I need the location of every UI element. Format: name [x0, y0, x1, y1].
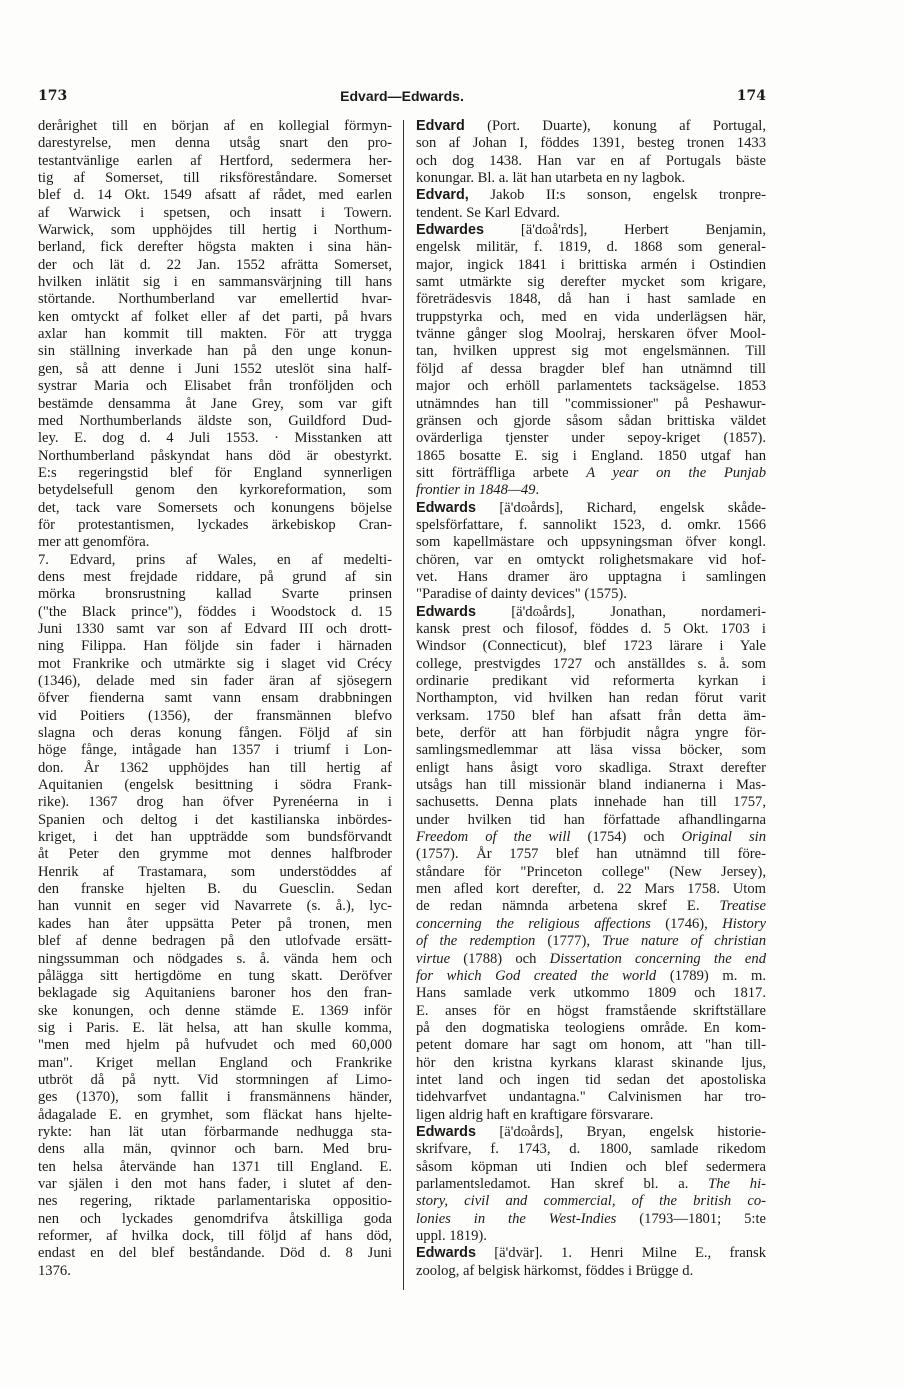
- text-line: dens mest frejdade riddare, på grund af sin: [38, 568, 392, 585]
- text-line: Northumberland påskyndat hans död är obestyrkt.: [38, 447, 392, 464]
- text-segment: ovärderliga tjenster under sepoy-kriget (1857).: [416, 430, 766, 447]
- text-segment: "Paradise of dainty devices" (1575).: [416, 586, 627, 603]
- text-segment: enligt hans åsigt voro skadliga. Straxt derefter: [416, 759, 766, 776]
- text-line: [416, 638, 766, 655]
- italic-title: of the redemption: [416, 933, 536, 950]
- text-line: för protestantismen, lyckades ärkebiskop Cran-: [38, 516, 392, 533]
- text-line: Juni 1330 samt var son af Edvard III och drott-: [38, 620, 392, 637]
- text-segment: [ä'dɷårds], Jonathan, nordameri-: [475, 603, 766, 620]
- entry-first-line: [416, 187, 766, 204]
- text-segment: på den dogmatiska teologiens område. En kom-: [416, 1019, 766, 1036]
- italic-title: story, civil and commercial, of the british co-: [416, 1193, 766, 1210]
- text-segment: Hans samlade verk utkommo 1809 och 1817.: [416, 985, 766, 1002]
- text-line: [416, 898, 766, 915]
- text-line: slagna och deras konung fången. Följd af sin: [38, 725, 392, 742]
- text-segment: verksam. 1750 blef han afsatt från detta äm-: [416, 707, 766, 724]
- text-line: [416, 413, 766, 430]
- text-segment: tvänne gånger slog Moolraj, herskaren öfver Mool-: [416, 326, 766, 343]
- text-segment: (1757). År 1757 blef han utnämnd till före-: [416, 846, 766, 863]
- text-line: [416, 517, 766, 534]
- italic-title: Freedom of the will: [416, 829, 571, 846]
- text-line: 7. Edvard, prins af Wales, en af medelti-: [38, 551, 392, 568]
- text-segment: (1788) och: [450, 950, 550, 967]
- text-line: der och lät d. 22 Jan. 1552 afrätta Somerset,: [38, 256, 392, 273]
- running-head-title: Edvard—Edwards.: [340, 88, 464, 104]
- text-line: med Northumberlands äldste son, Guildford Dud-: [38, 412, 392, 429]
- text-line: sig i Paris. E. lät helsa, att han skulle komma,: [38, 1019, 392, 1036]
- text-line: berland, fick derefter högsta makten i sina hän-: [38, 239, 392, 256]
- text-line: ley. E. dog d. 4 Juli 1553. · Misstanken att: [38, 430, 392, 447]
- column-divider: [403, 120, 404, 1290]
- text-line: Aquitanien (engelsk besittning i södra Frank-: [38, 777, 392, 794]
- text-line: [416, 1159, 766, 1176]
- text-line: (1346), delade med sin fader äran af sjösegern: [38, 673, 392, 689]
- text-line: [416, 690, 766, 707]
- right-page-number: 174: [736, 88, 766, 104]
- text-line: [416, 396, 766, 413]
- text-line: [416, 309, 766, 326]
- text-segment: men afled kort derefter, d. 22 Mars 1758. Utom: [416, 881, 766, 898]
- italic-title: Dissertation concerning the end: [549, 950, 766, 967]
- entry-headword: Edwards: [416, 1123, 476, 1140]
- entry-first-line: [416, 118, 766, 135]
- text-segment: [ä'dvär]. 1. Henri Milne E., fransk: [475, 1245, 766, 1262]
- left-page-number: 173: [38, 88, 68, 104]
- text-line: [416, 291, 766, 308]
- text-line: kades han åter uppsätta Peter på tronen, men: [38, 915, 392, 932]
- text-line: var själen i den mot hans fader, i slutet af den-: [38, 1175, 392, 1192]
- text-line: [416, 448, 766, 465]
- text-line: tig af Somerset, till riksföreståndare. Somerset: [38, 170, 392, 187]
- text-line: testantvänlige earlen af Hertford, sedermera her-: [38, 152, 392, 169]
- text-line: mer att genomföra.: [38, 534, 150, 551]
- text-line: reformer, af hvilka dock, till följd af hans död,: [38, 1228, 392, 1244]
- text-segment: chören, var en omtyckt rolighetsmakare vid hof-: [416, 551, 766, 568]
- text-line: [416, 1089, 766, 1106]
- text-segment: följd af dessa bragder blef han utnämnd till: [416, 360, 766, 377]
- text-segment: (1746),: [650, 915, 723, 932]
- text-line: blef af denne bedragen på den utlofvade ersätt-: [38, 933, 392, 950]
- text-segment: Northampton, vid hvilken han redan förut varit: [416, 690, 766, 707]
- text-line: ådagalade E. en grymhet, som fläckat hans hjelte-: [38, 1106, 392, 1123]
- italic-title: virtue: [416, 950, 451, 967]
- text-line: [416, 621, 766, 638]
- text-segment: truppstyrka och, med en vida underlägsen här,: [416, 308, 766, 325]
- text-segment: parlamentsledamot. Han skref bl. a.: [416, 1175, 709, 1192]
- text-line: åt Peter den grymme mot dennes halfbroder: [38, 846, 392, 863]
- text-line: [416, 343, 766, 360]
- text-line: [416, 430, 766, 447]
- text-line: [416, 1228, 766, 1245]
- italic-title: frontier in 1848—49: [416, 482, 536, 499]
- text-segment: (1789) m. m.: [656, 967, 766, 984]
- text-segment: kansk prest och filosof, föddes d. 5 Okt. 1703 i: [416, 620, 766, 637]
- text-line: [416, 1211, 766, 1228]
- text-line: [416, 1193, 766, 1210]
- text-segment: Windsor (Connecticut), blef 1723 lärare i Yale: [416, 638, 766, 655]
- text-line: [416, 361, 766, 378]
- entry-headword: Edwards: [416, 603, 476, 620]
- text-line: [416, 985, 766, 1002]
- italic-title: Treatise: [719, 898, 766, 915]
- italic-title: lonies in the West-Indies: [416, 1210, 617, 1227]
- text-line: mot Frankrike och utmärkte sig i slaget vid Crécy: [38, 655, 392, 672]
- text-line: [416, 1037, 766, 1054]
- text-line: utbröt då på nytt. Vid stormningen af Limo-: [38, 1071, 392, 1088]
- right-column: [416, 118, 766, 1280]
- left-column: [38, 118, 392, 1280]
- text-line: [416, 153, 766, 170]
- text-segment: som kapellmästare och uppsyningsman öfver kongl.: [416, 534, 766, 551]
- text-segment: utnämndes han till "commissioner" på Peshawur-: [416, 395, 766, 412]
- text-segment: college, prestvigdes 1727 och anställdes s. å. som: [416, 655, 766, 672]
- text-line: [416, 829, 766, 846]
- text-segment: son af Johan I, föddes 1391, besteg tronen 1433: [416, 135, 766, 152]
- text-segment: konungar. Bl. a. lät han utarbeta en ny lagbok.: [416, 170, 686, 187]
- text-line: Henrik af Trastamara, som understöddes af: [38, 863, 392, 880]
- text-line: rike). 1367 drog han öfver Pyrenéerna in i: [38, 794, 392, 811]
- italic-title: History: [722, 915, 766, 932]
- page-header: [38, 88, 766, 110]
- text-line: [416, 586, 766, 603]
- text-line: [416, 569, 766, 586]
- italic-title: A year on the Punjab: [586, 464, 766, 481]
- text-segment: ståndare för "Princeton college" (New Jersey),: [416, 863, 766, 880]
- text-line: ske konungen, och denne stämde E. 1369 inför: [38, 1002, 392, 1019]
- text-line: [416, 257, 766, 274]
- text-line: [416, 951, 766, 968]
- text-line: axlar han kommit till makten. För att trygga: [38, 326, 392, 343]
- text-line: betydelsefull genom den kyrkoreformation, som: [38, 482, 392, 499]
- text-line: [416, 673, 766, 690]
- text-line: [416, 760, 766, 777]
- text-line: [416, 725, 766, 742]
- text-line: "men med hjelm på hufvudet och med 60,000: [38, 1037, 392, 1054]
- text-segment: major och erhöll parlamentets tacksägelse. 1853: [416, 378, 766, 395]
- text-line: E:s regeringstid blef för England synnerligen: [38, 464, 392, 481]
- text-segment: sachusetts. Denna plats innehade han till 1757,: [416, 794, 766, 811]
- text-line: 1376.: [38, 1262, 71, 1279]
- entry-headword: Edwards: [416, 1245, 476, 1262]
- text-line: [416, 326, 766, 343]
- text-line: kriget, i det han uppträdde som bundsförvandt: [38, 829, 392, 846]
- text-segment: petent domare har sagt om honom, att "han till-: [416, 1037, 766, 1054]
- italic-title: concerning the religious affections: [416, 915, 651, 932]
- entry-first-line: [416, 1245, 766, 1262]
- text-segment: 1865 bosatte E. sig i England. 1850 utgaf han: [416, 447, 766, 464]
- text-segment: ordinarie predikant vid reformerta kyrkan i: [416, 673, 766, 689]
- text-segment: företrädesvis 1848, då han i hast samlade en: [416, 291, 766, 308]
- text-line: [416, 465, 766, 482]
- text-line: ("the Black prince"), föddes i Woodstock d. 15: [38, 603, 392, 620]
- text-line: [416, 239, 766, 256]
- text-line: gen, så att denne i Juni 1552 uteslöt sina half-: [38, 360, 392, 377]
- text-line: ges (1370), som fallit i fransmännens händer,: [38, 1089, 392, 1106]
- text-line: beklagade sig Aquitaniens baroner hos den fran-: [38, 985, 392, 1002]
- italic-title: The hi-: [708, 1175, 766, 1192]
- text-line: [416, 777, 766, 794]
- text-line: af Warwick i spetsen, och insatt i Towern.: [38, 204, 392, 221]
- text-line: höge fånge, intågade han 1357 i triumf i Lon-: [38, 742, 392, 759]
- text-line: sin ställning inverkade han på den unge konun-: [38, 343, 392, 360]
- text-segment: och dog 1438. Han var en af Portugals bäste: [416, 152, 766, 169]
- text-segment: sitt förträffliga arbete: [416, 464, 587, 481]
- text-line: [416, 1055, 766, 1072]
- text-line: [416, 846, 766, 863]
- text-segment: samt utmärkte sig derefter mycket som krigare,: [416, 274, 766, 291]
- italic-title: for which God created the world: [416, 967, 657, 984]
- text-segment: [ä'dɷårds], Richard, engelsk skåde-: [475, 499, 766, 516]
- text-segment: vet. Hans dramer äro upptagna i samlingen: [416, 568, 766, 585]
- italic-title: True nature of christian: [602, 933, 766, 950]
- text-line: Warwick, som upphöjdes till hertig i Northum-: [38, 222, 392, 239]
- text-segment: intet land och ingen tid sedan det apostoliska: [416, 1071, 766, 1088]
- text-line: pålägga sitt hertigdöme en tung skatt. Deröfver: [38, 967, 392, 984]
- entry-headword: Edvard,: [416, 187, 469, 204]
- text-line: Spanien och deltog i det kastilianska inbördes-: [38, 811, 392, 828]
- text-line: ning Filippa. Han följde sin fader i härnaden: [38, 638, 392, 655]
- text-line: bestämde densamma åt Jane Grey, som var gift: [38, 395, 392, 412]
- text-line: mörka bronsrustning kallad Svarte prinsen: [38, 586, 392, 603]
- text-segment: samlingsmedlemmar att läsa vissa böcker, som: [416, 742, 766, 759]
- text-segment: (Port. Duarte), konung af Portugal,: [464, 118, 766, 134]
- entry-first-line: [416, 604, 766, 621]
- text-line: [416, 1003, 766, 1020]
- text-segment: såsom köpman uti Indien och blef sedermera: [416, 1158, 766, 1175]
- text-line: [416, 933, 766, 950]
- text-segment: E. anses för en högst framstående skriftställare: [416, 1002, 766, 1019]
- text-line: störtande. Northumberland var emellertid hvar-: [38, 291, 392, 308]
- text-segment: bete, derför att han förbjudit några yngre för-: [416, 725, 766, 742]
- text-line: hvilken inlätit sig i en sammansvärjning till hans: [38, 274, 392, 291]
- text-segment: de redan nämnda arbetena skref E.: [416, 898, 720, 915]
- text-line: [416, 812, 766, 829]
- text-line: [416, 742, 766, 759]
- entry-first-line: [416, 222, 766, 239]
- text-segment: (1793—1801; 5:te: [616, 1210, 766, 1227]
- text-line: han vunnit en seger vid Navarrete (s. å.), lyc-: [38, 898, 392, 915]
- text-line: systrar Maria och Elisabet från tronföljden och: [38, 378, 392, 395]
- text-line: [416, 170, 766, 187]
- text-line: blef d. 14 Okt. 1549 afsatt af rådet, med earlen: [38, 187, 392, 204]
- text-line: [416, 378, 766, 395]
- text-line: ken omtyckt af folket eller af det parti, på hvars: [38, 308, 392, 325]
- text-segment: tan, hvilken upprest sig mot engelsmännen. Till: [416, 343, 766, 360]
- text-line: den franske hjelten B. du Guesclin. Sedan: [38, 881, 392, 898]
- text-segment: uppl. 1819).: [416, 1228, 487, 1244]
- entry-headword: Edwards: [416, 499, 476, 516]
- text-line: darestyrelse, men denna utsåg snart den pro-: [38, 135, 392, 152]
- text-line: [416, 968, 766, 985]
- text-segment: (1777),: [535, 933, 603, 950]
- text-line: dens alla män, qvinnor och barn. Med bru-: [38, 1141, 392, 1158]
- text-line: rykte: han lät utan förbarmande nedhugga sta-: [38, 1123, 392, 1140]
- entry-first-line: [416, 500, 766, 517]
- text-segment: .: [535, 482, 540, 499]
- text-line: [416, 205, 766, 222]
- text-line: don. År 1362 upphöjdes han till hertig af: [38, 759, 392, 776]
- text-line: ningssumman och nödgades s. å. vända hem och: [38, 950, 392, 967]
- entry-first-line: [416, 1124, 766, 1141]
- text-line: [416, 1072, 766, 1089]
- text-segment: major, ingick 1841 i brittiska armén i Ostindien: [416, 256, 766, 273]
- text-segment: spelsförfattare, f. sannolikt 1523, d. omkr. 1566: [416, 516, 766, 533]
- text-segment: hör den kristna kyrkans klarast skinande ljus,: [416, 1054, 766, 1071]
- text-line: [416, 534, 766, 551]
- text-line: [416, 135, 766, 152]
- text-line: endast en del blef beståndande. Död d. 8 Juni: [38, 1245, 392, 1262]
- text-segment: (1754) och: [570, 829, 682, 846]
- text-segment: [ä'dɷå'rds], Herbert Benjamin,: [483, 222, 766, 239]
- text-line: [416, 708, 766, 725]
- text-line: nen och lyckades genomdrifva åtskilliga goda: [38, 1210, 392, 1227]
- text-line: [416, 1176, 766, 1193]
- text-segment: tendent. Se Karl Edvard.: [416, 204, 560, 221]
- entry-headword: Edwardes: [416, 222, 484, 239]
- text-line: man". Kriget mellan England och Frankrike: [38, 1054, 392, 1071]
- text-line: vid Poitiers (1356), der fransmännen blefvo: [38, 707, 392, 724]
- entry-headword: Edvard: [416, 118, 465, 134]
- text-segment: under hvilken tid han författade afhandlingarna: [416, 811, 766, 828]
- text-line: [416, 1020, 766, 1037]
- text-line: [416, 482, 766, 499]
- text-line: ten helsa återvände han 1371 till England. E.: [38, 1158, 392, 1175]
- text-segment: zoolog, af belgisk härkomst, föddes i Brügge d.: [416, 1262, 694, 1279]
- text-segment: tidehvarfvet undantagna." Calvinismen har tro-: [416, 1089, 766, 1106]
- text-segment: [ä'dɷårds], Bryan, engelsk historie-: [475, 1123, 766, 1140]
- text-line: [416, 656, 766, 673]
- text-line: [416, 881, 766, 898]
- text-line: [416, 864, 766, 881]
- text-line: [416, 1107, 766, 1124]
- text-line: nes regering, riktade parlamentariska oppositio-: [38, 1193, 392, 1210]
- text-segment: Jakob II:s sonson, engelsk tronpre-: [468, 187, 766, 204]
- text-line: [416, 1141, 766, 1158]
- text-line: [416, 1263, 766, 1280]
- text-segment: gränsen och gjorde såsom sådan brittiska väldet: [416, 412, 766, 429]
- text-line: öfver fienderna samt vann ensam drabbningen: [38, 690, 392, 707]
- text-segment: skrifvare, f. 1743, d. 1800, samlade rikedom: [416, 1141, 766, 1158]
- text-line: derårighet till en början af en kollegial förmyn-: [38, 118, 392, 134]
- text-segment: ligen aldrig haft en kraftigare försvarare.: [416, 1106, 654, 1123]
- text-segment: engelsk militär, f. 1819, d. 1868 som general-: [416, 239, 766, 256]
- text-line: [416, 916, 766, 933]
- italic-title: Original sin: [681, 829, 766, 846]
- text-line: [416, 274, 766, 291]
- text-segment: utsågs han till missionär bland indianerna i Mas-: [416, 777, 766, 794]
- text-line: det, tack vare Somersets och konungens böjelse: [38, 499, 392, 516]
- text-line: [416, 552, 766, 569]
- text-line: [416, 794, 766, 811]
